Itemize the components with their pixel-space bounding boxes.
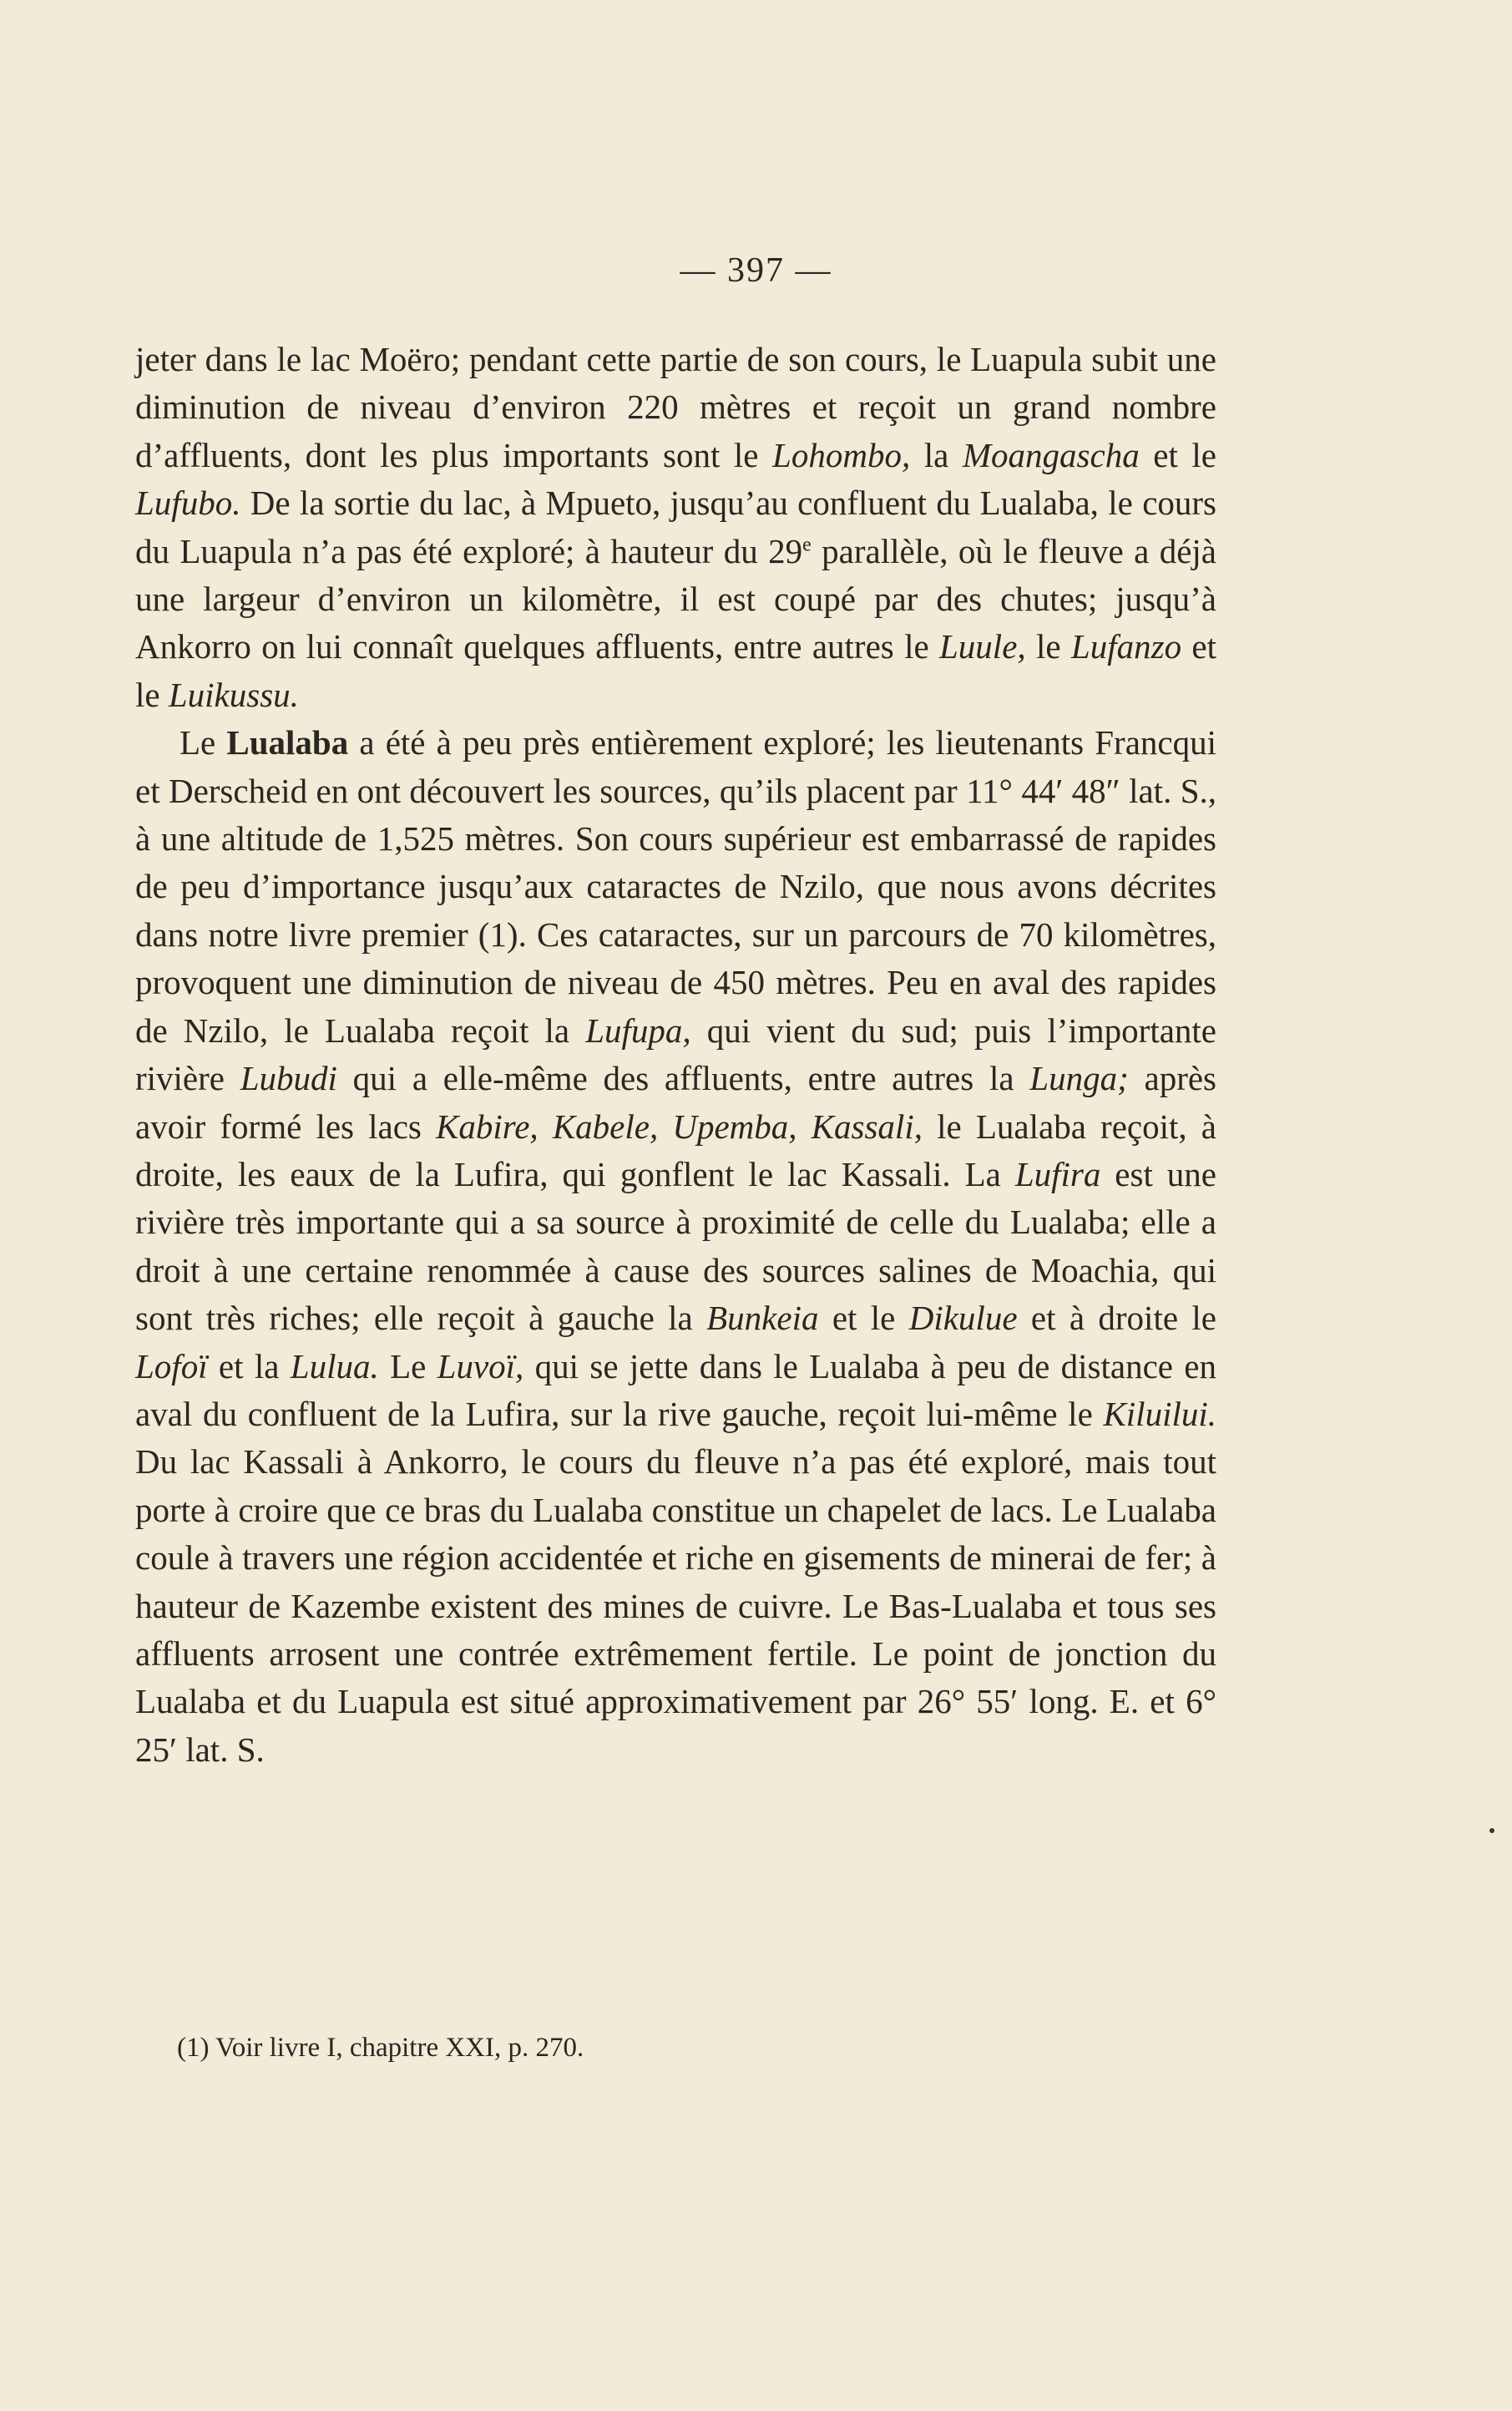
text-run: est une rivière très importante qui a sa source à proximité de celle du Lualaba; elle a droit à une certaine renommée à cause des sources salines de Moachia, qui sont très riches; elle reçoit à gauche la [135, 1154, 1217, 1338]
text-run: Du lac Kassali à Ankorro, le cours du fleuve n’a pas été exploré, mais tout porte à croire que ce bras du Lualaba constitue un chapelet de lacs. Le Lualaba coule à travers une région accidentée et riche en gisements de minerai de fer; à hauteur de Kazembe existent des mines de cuivre. Le Bas-Lualaba et tous ses affluents arrosent une contrée extrêmement fertile. Le point de jonction du Lualaba et du Luapula est situé approximativement par 26° 55′ long. E. et 6° 25′ lat. S. [135, 1442, 1216, 1769]
italic-term: Lufupa, [585, 1010, 691, 1050]
italic-term: Dikulue [908, 1299, 1018, 1338]
page-number: — 397 — [680, 251, 832, 290]
text-run: et le [135, 627, 1217, 714]
footnote: (1) Voir livre I, chapitre XXI, p. 270. [177, 2033, 584, 2063]
bold-term: Lualaba [226, 723, 349, 762]
text-run: la [910, 435, 963, 474]
text-run: après avoir formé les lacs [135, 1059, 1217, 1146]
paragraph-lualaba [135, 719, 1216, 1774]
italic-term: Luule, [939, 627, 1026, 666]
text-run: et la [207, 1346, 291, 1385]
text-run: De la sortie du lac, à Mpueto, jusqu’au confluent du Lualaba, le cours du Luapula n’a pas été exploré; à hauteur du 29 [135, 484, 1216, 570]
text-run: le Lualaba reçoit, à droite, les eaux de la Lufira, qui gonflent le lac Kassali. La [135, 1107, 1216, 1193]
text-run: qui a elle-même des affluents, entre autres la [336, 1059, 1030, 1098]
paper-speck [1489, 1828, 1494, 1833]
italic-term: Lufanzo [1070, 627, 1182, 666]
italic-term: Kabire, Kabele, Upemba, Kassali, [436, 1107, 923, 1146]
text-run: et à droite le [1017, 1299, 1216, 1338]
italic-term: Bunkeia [706, 1299, 819, 1338]
text-run: et le [818, 1299, 909, 1338]
text-run: a été à peu près entièrement exploré; les lieutenants Francqui et Derscheid en ont découvert les sources, qu’ils placent par 11° 44′ 48″ lat. S., à une altitude de 1,525 mètres. Son cours supérieur est embarrassé de rapides de peu d’importance jusqu’aux cataractes de Nzilo, que nous avons décrites dans notre livre premier (1). Ces cataractes, sur un parcours de 70 kilomètres, provoquent une diminution de niveau de 450 mètres. Peu en aval des rapides de Nzilo, le Lualaba reçoit la [135, 723, 1216, 1050]
italic-term: Luikussu. [168, 675, 299, 714]
paragraph-luapula [135, 336, 1216, 719]
italic-term: Lufira [1014, 1154, 1101, 1193]
text-run: Le [180, 723, 227, 762]
body-text [135, 336, 1216, 1774]
text-run: le [1025, 627, 1071, 666]
text-run: parallèle, où le fleuve a déjà une largeur d’environ un kilomètre, il est coupé par des chutes; jusqu’à Ankorro on lui connaît quelques affluents, entre autres le [135, 531, 1216, 666]
italic-term: Moangascha [962, 435, 1140, 474]
italic-term: Lofoï [135, 1346, 208, 1385]
italic-term: Kiluilui. [1103, 1394, 1216, 1433]
italic-term: Lulua. [290, 1346, 379, 1385]
italic-term: Lohombo, [772, 435, 911, 474]
italic-term: Luvoï, [437, 1346, 524, 1385]
italic-term: Lufubo. [135, 484, 241, 523]
text-run: qui vient du sud; puis l’importante rivière [135, 1010, 1216, 1098]
text-run: et le [1139, 435, 1216, 474]
text-run: jeter dans le lac Moëro; pendant cette partie de son cours, le Luapula subit une diminution de niveau d’environ 220 mètres et reçoit un grand nombre d’affluents, dont les plus importants sont le [135, 340, 1216, 474]
superscript: e [802, 533, 812, 555]
italic-term: Lunga; [1029, 1059, 1129, 1098]
italic-term: Lubudi [240, 1059, 337, 1098]
text-run: qui se jette dans le Lualaba à peu de distance en aval du confluent de la Lufira, sur la rive gauche, reçoit lui-même le [135, 1346, 1216, 1433]
text-run: Le [378, 1346, 437, 1385]
